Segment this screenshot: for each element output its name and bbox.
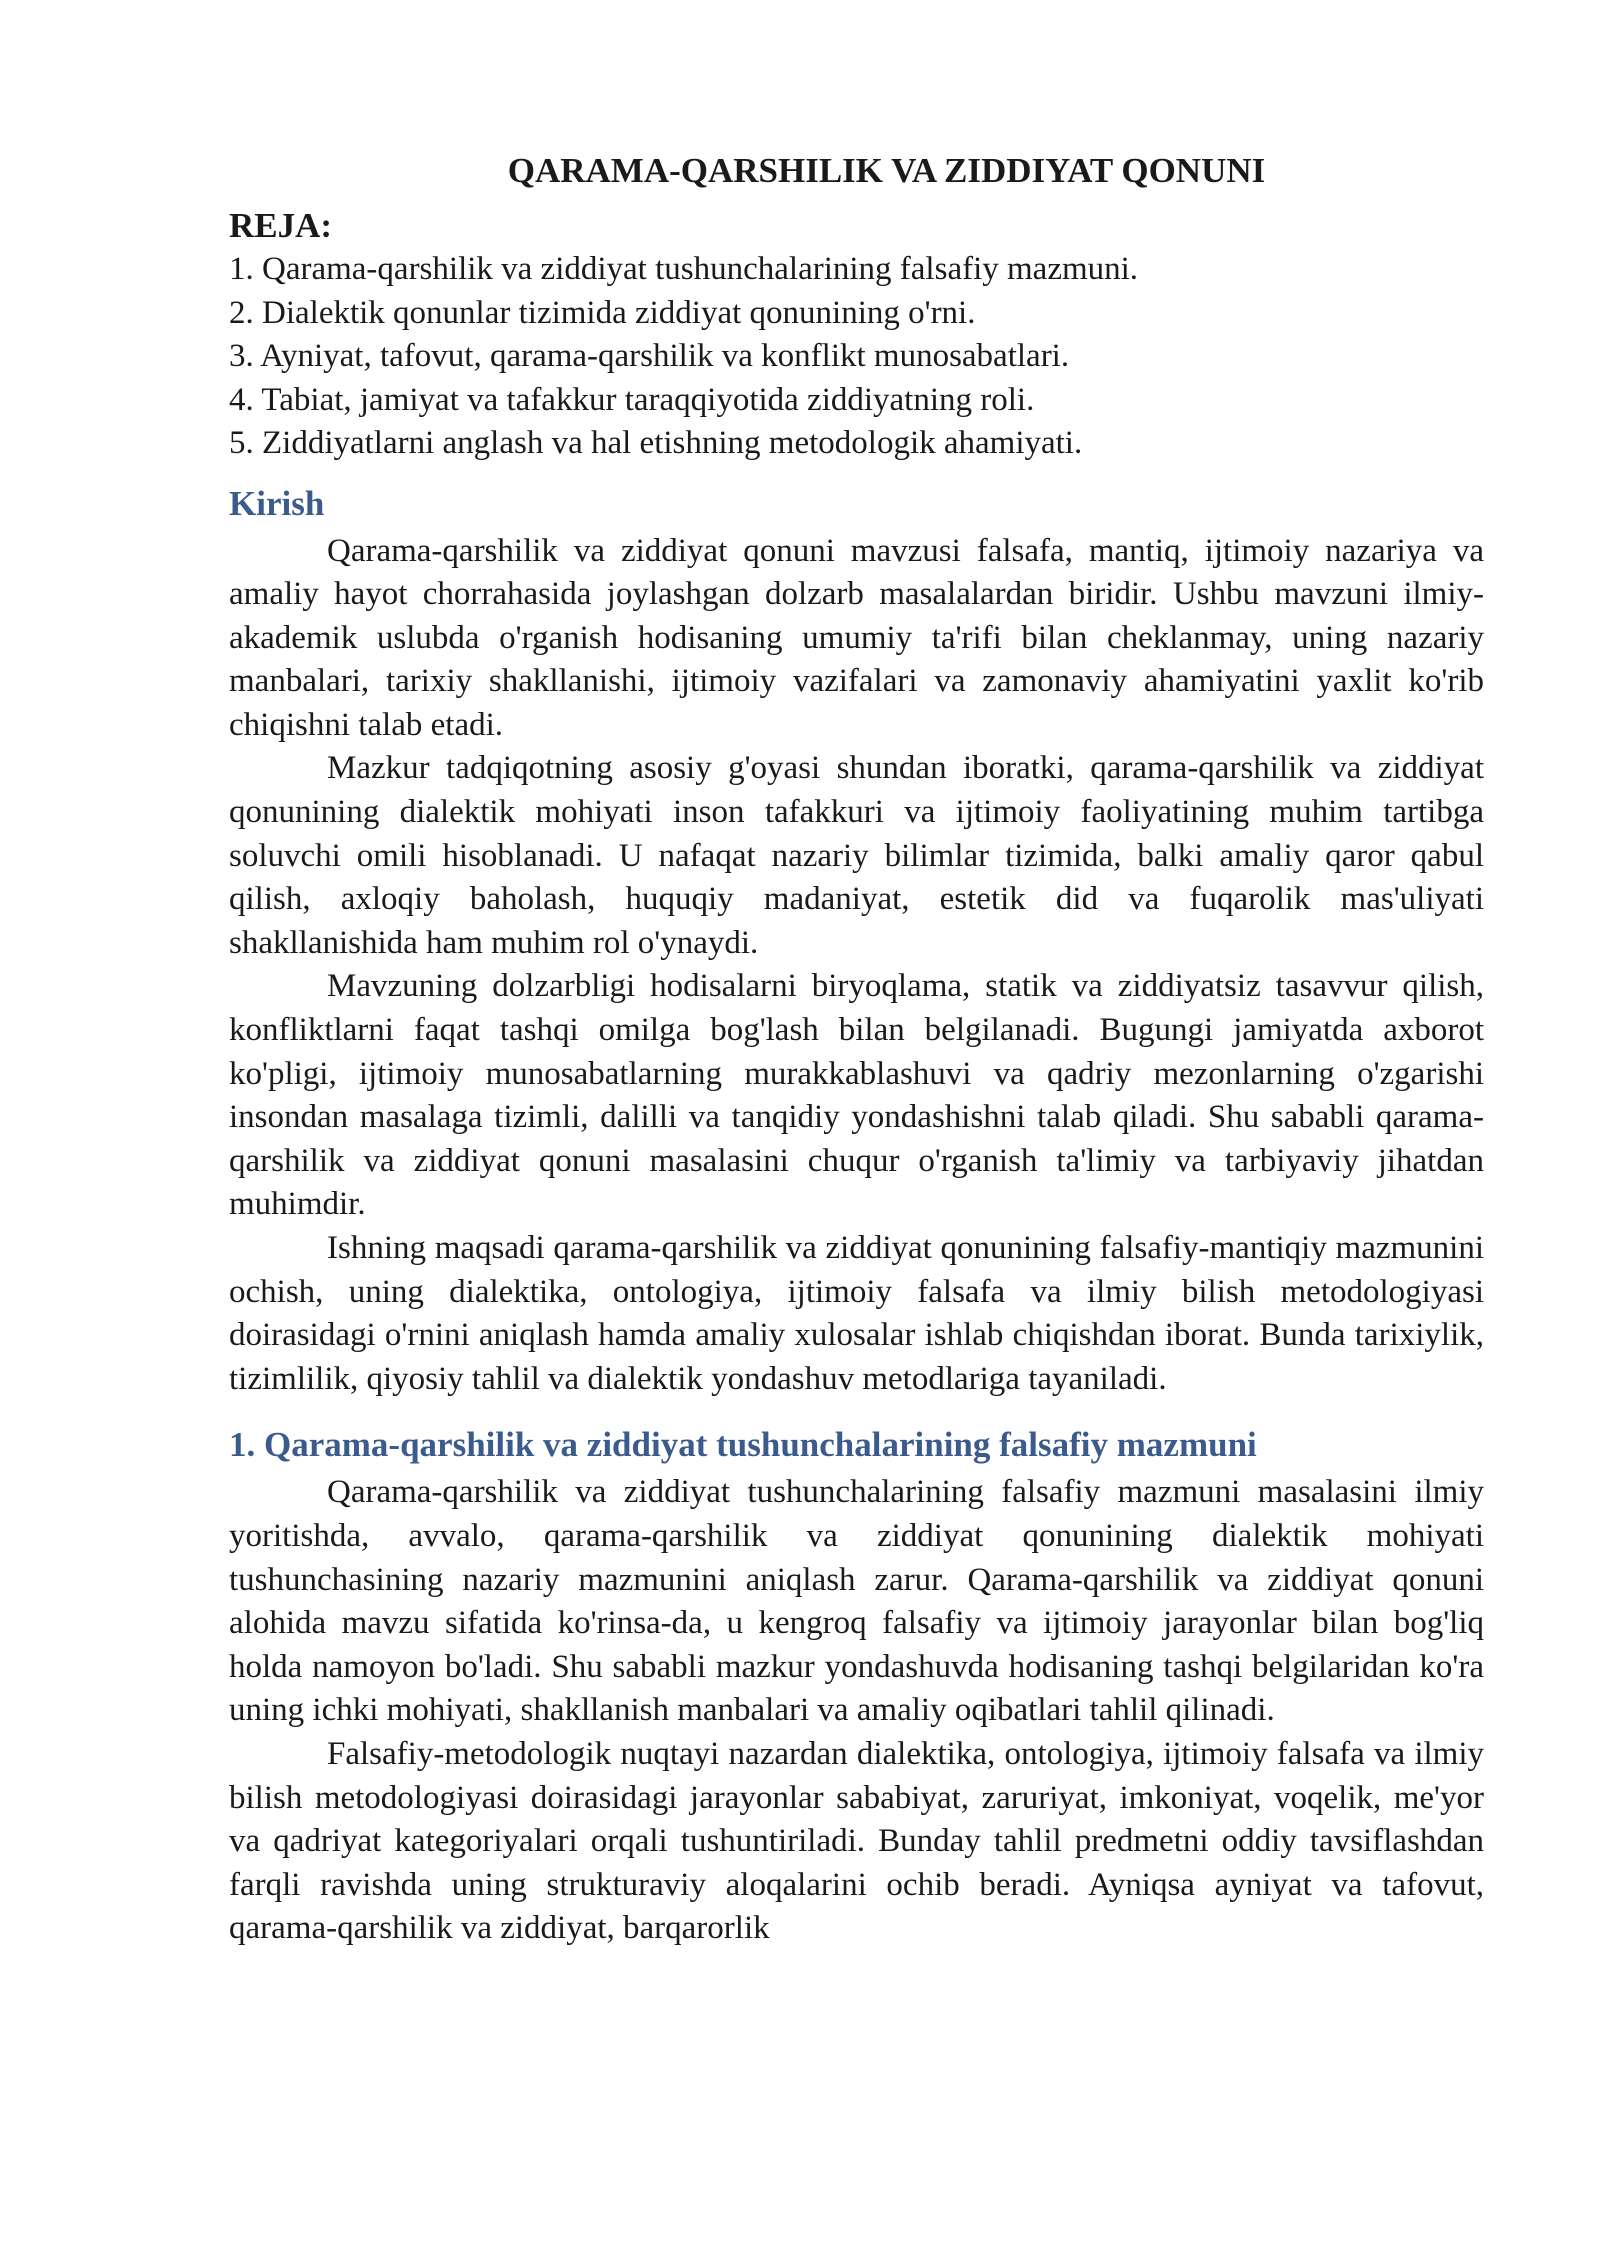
plan-heading: REJA:	[229, 206, 333, 245]
plan-item: 4. Tabiat, jamiyat va tafakkur taraqqiyotida ziddiyatning roli.	[229, 381, 1035, 418]
section-1-heading: 1. Qarama-qarshilik va ziddiyat tushunchalarining falsafiy mazmuni	[229, 1425, 1257, 1465]
document-title: QARAMA-QARSHILIK VA ZIDDIYAT QONUNI	[507, 151, 1266, 190]
section-1-paragraph: Falsafiy-metodologik nuqtayi nazardan dialektika, ontologiya, ijtimoiy falsafa va ilmiy bilish metodologiyasi doirasidagi jarayonlar sababiyat, zaruriyat, imkoniyat, voqelik, me'yor va qadriyat kategoriyalari orqali tushuntiriladi. Bunday tahlil predmetni oddiy tavsiflashdan farqli ravishda uning strukturaviy aloqalarini ochib beradi. Ayniqsa ayniyat va tafovut, qarama-qarshilik va ziddiyat, barqarorlik	[229, 1735, 1484, 1947]
plan-block	[229, 204, 1484, 466]
intro-paragraph: Mazkur tadqiqotning asosiy g'oyasi shundan iboratki, qarama-qarshilik va ziddiyat qonunining dialektik mohiyati inson tafakkuri va ijtimoiy faoliyatining muhim tartibga soluvchi omili hisoblanadi. U nafaqat nazariy bilimlar tizimida, balki amaliy qaror qabul qilish, axloqiy baholash, huquqiy madaniyat, estetik did va fuqarolik mas'uliyati shakllanishida ham muhim rol o'ynaydi.	[229, 750, 1484, 961]
intro-heading: Kirish	[229, 483, 325, 523]
plan-list	[229, 248, 1484, 466]
intro-paragraph: Qarama-qarshilik va ziddiyat qonuni mavzusi falsafa, mantiq, ijtimoiy nazariya va amaliy hayot chorrahasida joylashgan dolzarb masalalardan biridir. Ushbu mavzuni ilmiy-akademik uslubda o'rganish hodisaning umumiy ta'rifi bilan cheklanmay, uning nazariy manbalari, tarixiy shakllanishi, ijtimoiy vazifalari va zamonaviy ahamiyatini yaxlit ko'rib chiqishni talab etadi.	[229, 532, 1484, 743]
intro-paragraph: Mavzuning dolzarbligi hodisalarni biryoqlama, statik va ziddiyatsiz tasavvur qilish, konfliktlarni faqat tashqi omilga bog'lash bilan belgilanadi. Bugungi jamiyatda axborot ko'pligi, ijtimoiy munosabatlarning murakkablashuvi va qadriy mezonlarning o'zgarishi insondan masalaga tizimli, dalilli va tanqidiy yondashishni talab qiladi. Shu sababli qarama-qarshilik va ziddiyat qonuni masalasini chuqur o'rganish ta'limiy va tarbiyaviy jihatdan muhimdir.	[229, 968, 1484, 1223]
intro-paragraph: Ishning maqsadi qarama-qarshilik va ziddiyat qonunining falsafiy-mantiqiy mazmunini ochish, uning dialektika, ontologiya, ijtimoiy falsafa va ilmiy bilish metodologiyasi doirasidagi o'rnini aniqlash hamda amaliy xulosalar ishlab chiqishdan iborat. Bunda tarixiylik, tizimlilik, qiyosiy tahlil va dialektik yondashuv metodlariga tayaniladi.	[229, 1230, 1484, 1397]
plan-item: 1. Qarama-qarshilik va ziddiyat tushunchalarining falsafiy mazmuni.	[229, 251, 1139, 287]
plan-item: 5. Ziddiyatlarni anglash va hal etishning metodologik ahamiyati.	[229, 425, 1083, 461]
document-page	[229, 148, 1484, 1951]
plan-item: 3. Ayniyat, tafovut, qarama-qarshilik va konflikt munosabatlari.	[229, 338, 1070, 374]
plan-item: 2. Dialektik qonunlar tizimida ziddiyat qonunining o'rni.	[229, 294, 976, 331]
section-1-paragraph: Qarama-qarshilik va ziddiyat tushunchalarining falsafiy mazmuni masalasini ilmiy yoritishda, avvalo, qarama-qarshilik va ziddiyat qonunining dialektik mohiyati tushunchasining nazariy mazmunini aniqlash zarur. Qarama-qarshilik va ziddiyat qonuni alohida mavzu sifatida ko'rinsa-da, u kengroq falsafiy va ijtimoiy jarayonlar bilan bog'liq holda namoyon bo'ladi. Shu sababli mazkur yondashuvda hodisaning tashqi belgilaridan ko'ra uning ichki mohiyati, shakllanish manbalari va amaliy oqibatlari tahlil qilinadi.	[229, 1474, 1484, 1729]
